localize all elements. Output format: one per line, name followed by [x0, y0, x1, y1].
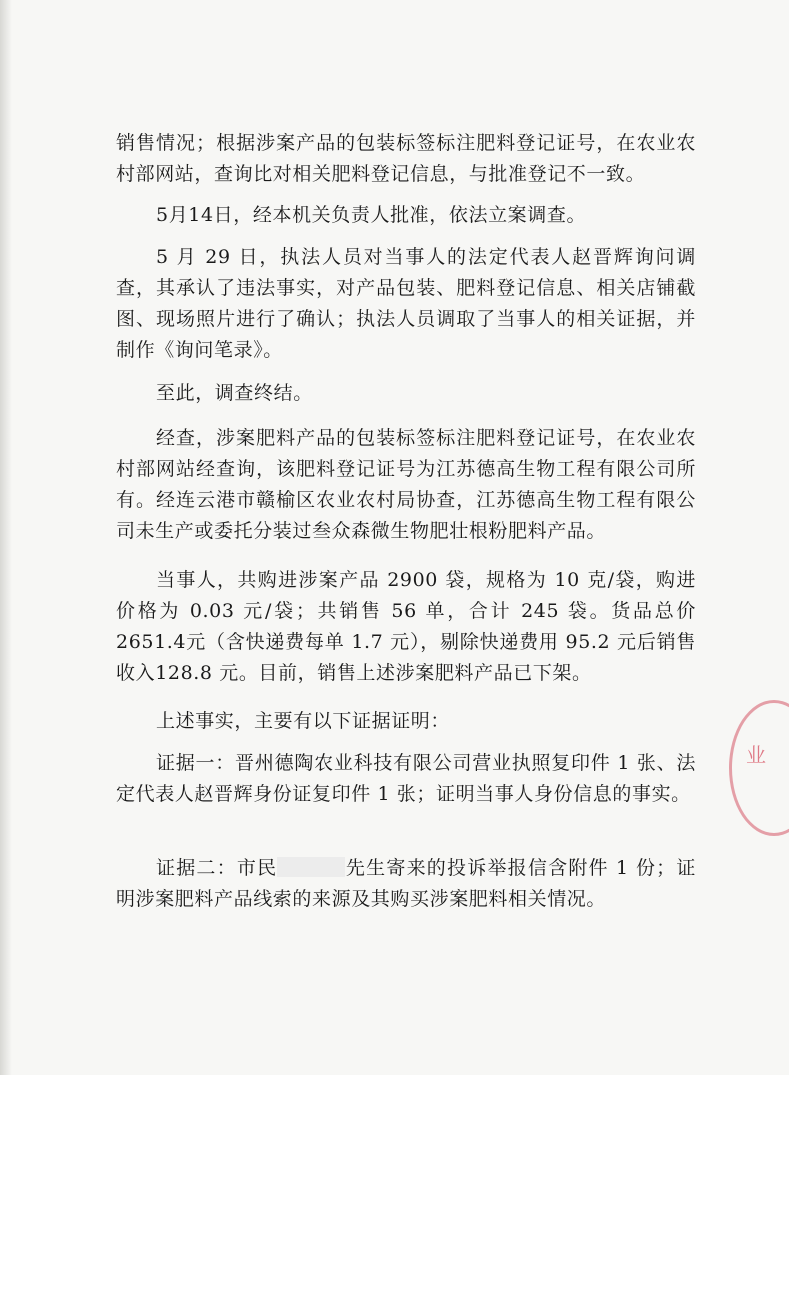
paragraph-findings: 经查，涉案肥料产品的包装标签标注肥料登记证号，在农业农村部网站经查询，该肥料登记证号为江苏德高生物工程有限公司所有。经连云港市赣榆区农业农村局协查，江苏德高生物工程有限公司未生产或委托分装过叁众森微生物肥壮根粉肥料产品。	[116, 427, 696, 542]
paragraph-evidence-two	[116, 853, 696, 915]
paragraph-case-filing: 5月14日，经本机关负责人批准，依法立案调查。	[156, 204, 587, 226]
paragraph-investigation-end: 至此，调查终结。	[156, 382, 313, 404]
evidence-two-prefix: 证据二：市民	[156, 857, 278, 879]
paragraph-evidence-one: 证据一：晋州德陶农业科技有限公司营业执照复印件 1 张、法定代表人赵晋辉身份证复印件 1 张；证明当事人身份信息的事实。	[116, 752, 696, 805]
redacted-name	[277, 857, 345, 877]
seal-text: 业	[746, 743, 766, 767]
paragraph-sales-situation: 销售情况；根据涉案产品的包装标签标注肥料登记证号，在农业农村部网站，查询比对相关肥料登记信息，与批准登记不一致。	[116, 132, 696, 185]
paragraph-sales-figures: 当事人，共购进涉案产品 2900 袋，规格为 10 克/袋，购进价格为 0.03 元/袋；共销售 56 单，合计 245 袋。货品总价 2651.4元（含快递费每单 1.7 元），剔除快递费用 95.2 元后销售收入128.8 元。目前，销售上述涉案肥料产品已下架。	[116, 569, 696, 684]
paragraph-evidence-intro: 上述事实，主要有以下证据证明：	[156, 710, 451, 732]
evidence-two-rest: 先生寄来的投诉举报信含附件 1 份；证明涉案肥料产品线索的来源及其购买涉案肥料相关情况。	[116, 857, 696, 910]
paragraph-inquiry: 5 月 29 日，执法人员对当事人的法定代表人赵晋辉询问调查，其承认了违法事实，对产品包装、肥料登记信息、相关店铺截图、现场照片进行了确认；执法人员调取了当事人的相关证据，并制作《询问笔录》。	[116, 246, 696, 361]
official-seal-stamp	[729, 700, 789, 836]
